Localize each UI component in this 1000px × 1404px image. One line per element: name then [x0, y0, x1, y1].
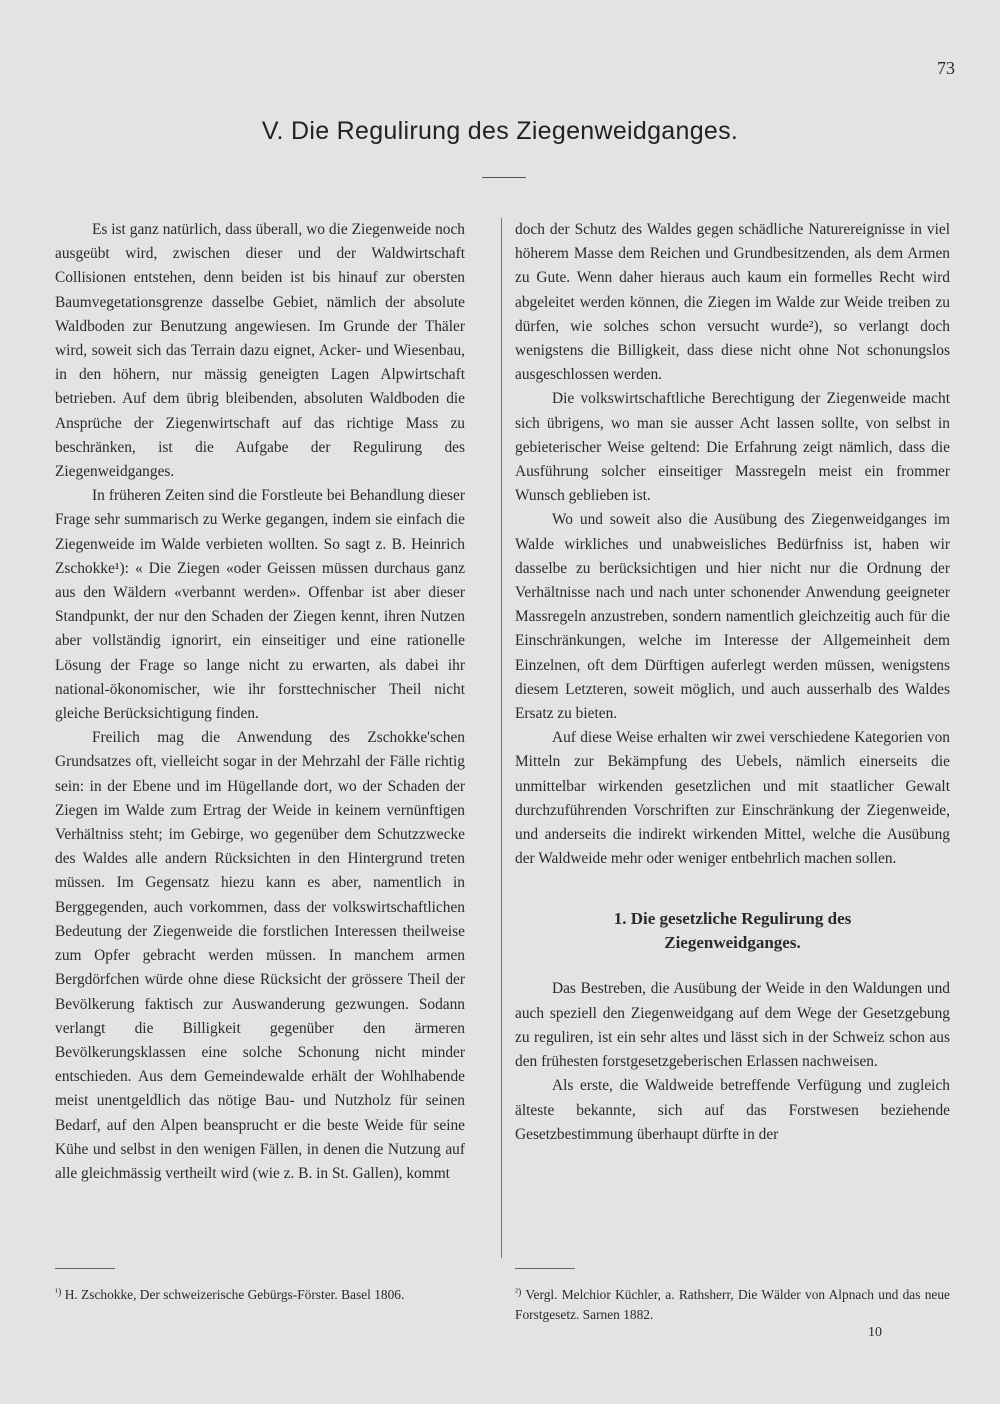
footnote-text: Vergl. Melchior Küchler, a. Rathsherr, Die Wälder von Alpnach und das neue Forstgesetz. Sarnen 1882. — [515, 1287, 950, 1322]
paragraph: Freilich mag die Anwendung des Zschokke'schen Grundsatzes oft, vielleicht sogar in der Mehrzahl der Fälle richtig sein: in der Ebene und im Hügellande dort, wo der Schaden der Ziegen im Walde zum Ertrag der Weide in keinem vernünftigen Verhältniss steht; im Gebirge, wo gegenüber dem Schutzzwecke des Waldes alle andern Rücksichten in den Hintergrund treten müssen. Im Gegensatz hiezu kann es aber, namentlich in Berggegenden, auch vorkommen, dass der volkswirtschaftlichen Bedeutung der Ziegenweide die forstlichen Interessen theilweise zum Opfer gebracht werden müssen. In manchem armen Bergdörfchen würde ohne diese Rücksicht der grössere Theil der Bevölkerung faktisch zur Auswanderung gezwungen. Sodann verlangt die Billigkeit gegenüber den ärmeren Bevölkerungsklassen eine solche Schonung nicht minder entschieden. Aus dem Gemeindewalde erhält der Wohlhabende meist unentgeldlich das nötige Bau- und Nutzholz für seinen Bedarf, auf den Alpen beansprucht er die beste Weide für seine Kühe und selbst in den wenigen Fällen, in denen die Nutzung auf alle gleichmässig vertheilt wird (wie z. B. in St. Gallen), kommt — [55, 729, 465, 1182]
paragraph: Es ist ganz natürlich, dass überall, wo die Ziegenweide noch ausgeübt wird, zwischen dieser und der Waldwirtschaft Collisionen entstehen, denn beiden ist bis hinauf zur obersten Baumvegetationsgrenze dasselbe Gebiet, nämlich der absolute Waldboden zur Benutzung angewiesen. Im Grunde der Thäler wird, soweit sich das Terrain dazu eignet, Acker- und Wiesenbau, in den höhern, nur mässig geneigten Lagen Alpwirtschaft betrieben. Auf dem übrig bleibenden, absoluten Waldboden die Ansprüche der Ziegenwirtschaft auf das richtige Mass zu beschränken, ist die Aufgabe der Regulirung des Ziegenweidganges. — [55, 221, 465, 481]
paragraph: doch der Schutz des Waldes gegen schädliche Naturereignisse in viel höherem Masse dem Reichen und Grundbesitzenden, als dem Armen zu Gute. Wenn daher hieraus auch kaum ein formelles Recht wird abgeleitet werden können, die Ziegen im Walde zur Weide treiben zu dürfen, wie solches schon versucht wurde²), so verlangt doch wenigstens die Billigkeit, dass diese nicht ohne Not schonungslos ausgeschlossen werden. — [515, 221, 950, 384]
footnote-2 — [515, 1283, 950, 1325]
footnote-rule — [515, 1268, 575, 1269]
paragraph: Die volkswirtschaftliche Berechtigung der Ziegenweide macht sich übrigens, wo man sie ausser Acht lassen sollte, von selbst in gebieterischer Weise geltend: Die Erfahrung zeigt nämlich, dass die Ausführung solcher einseitiger Massregeln meist ein frommer Wunsch geblieben ist. — [515, 390, 950, 505]
left-column — [55, 218, 465, 1186]
section-heading-line: Ziegenweidganges. — [664, 933, 801, 953]
right-column — [515, 218, 950, 1147]
paragraph: Auf diese Weise erhalten wir zwei verschiedene Kategorien von Mitteln zur Bekämpfung des Uebels, nämlich einerseits die unmittelbar wirkenden gesetzlichen und mit staatlicher Gewalt durchzuführenden Vorschriften zur Einschränkung der Ziegenweide, und anderseits die indirekt wirkenden Mittel, welche die Ausübung der Waldweide mehr oder weniger entbehrlich machen sollen. — [515, 729, 950, 868]
footnote-rule — [55, 1268, 115, 1269]
footnote-marker: ²) — [515, 1287, 522, 1298]
footnote-text: H. Zschokke, Der schweizerische Gebürgs-Förster. Basel 1806. — [64, 1287, 405, 1302]
section-heading — [515, 907, 950, 955]
paragraph: In früheren Zeiten sind die Forstleute bei Behandlung dieser Frage sehr summarisch zu Werke gegangen, indem sie einfach die Ziegenweide im Walde verbieten wollten. So sagt z. B. Heinrich Zschokke¹): « Die Ziegen «oder Geissen müssen durchaus ganz aus den Wäldern «verbannt werden». Offenbar ist aber dieser Standpunkt, der nur den Schaden der Ziegen kennt, ihren Nutzen aber vollständig ignorirt, ein einseitiger und eine rationelle Lösung der Frage so lange nicht zu erwarten, als dabei ihr national-ökonomischer, wie ihr forsttechnischer Theil nicht gleiche Berücksichtigung finden. — [55, 487, 465, 723]
column-divider — [501, 218, 502, 1258]
footnote-1 — [55, 1283, 490, 1305]
title-rule — [482, 177, 526, 178]
chapter-title: V. Die Regulirung des Ziegenweidganges. — [261, 117, 739, 145]
signature-mark: 10 — [868, 1325, 882, 1340]
footnote-marker: ¹) — [55, 1287, 62, 1298]
paragraph: Wo und soweit also die Ausübung des Ziegenweidganges im Walde wirkliches und unabweisliches Bedürfniss ist, haben wir dasselbe zu berücksichtigen und hier nicht nur die Ordnung der Verhältnisse nach und nach unter schonender Anwendung geeigneter Massregeln anzustreben, sondern namentlich gleichzeitig auch für die Einschränkungen, welche im Interesse der Allgemeinheit dem Einzelnen, oft dem Dürftigen auferlegt werden müssen, wenigstens diesem Letzteren, soweit möglich, und auch ausserhalb des Waldes Ersatz zu bieten. — [515, 511, 950, 723]
paragraph: Als erste, die Waldweide betreffende Verfügung und zugleich älteste bekannte, sich auf das Forstwesen beziehende Gesetzbestimmung überhaupt dürfte in der — [515, 1077, 950, 1143]
page-number: 73 — [937, 58, 955, 78]
section-heading-line: 1. Die gesetzliche Regulirung des — [613, 909, 852, 929]
paragraph: Das Bestreben, die Ausübung der Weide in den Waldungen und auch speziell den Ziegenweidgang auf dem Wege der Gesetzgebung zu reguliren, ist ein sehr altes und lässt sich in der Schweiz schon aus den frühesten forstgesetzgeberischen Erlassen nachweisen. — [515, 980, 950, 1071]
